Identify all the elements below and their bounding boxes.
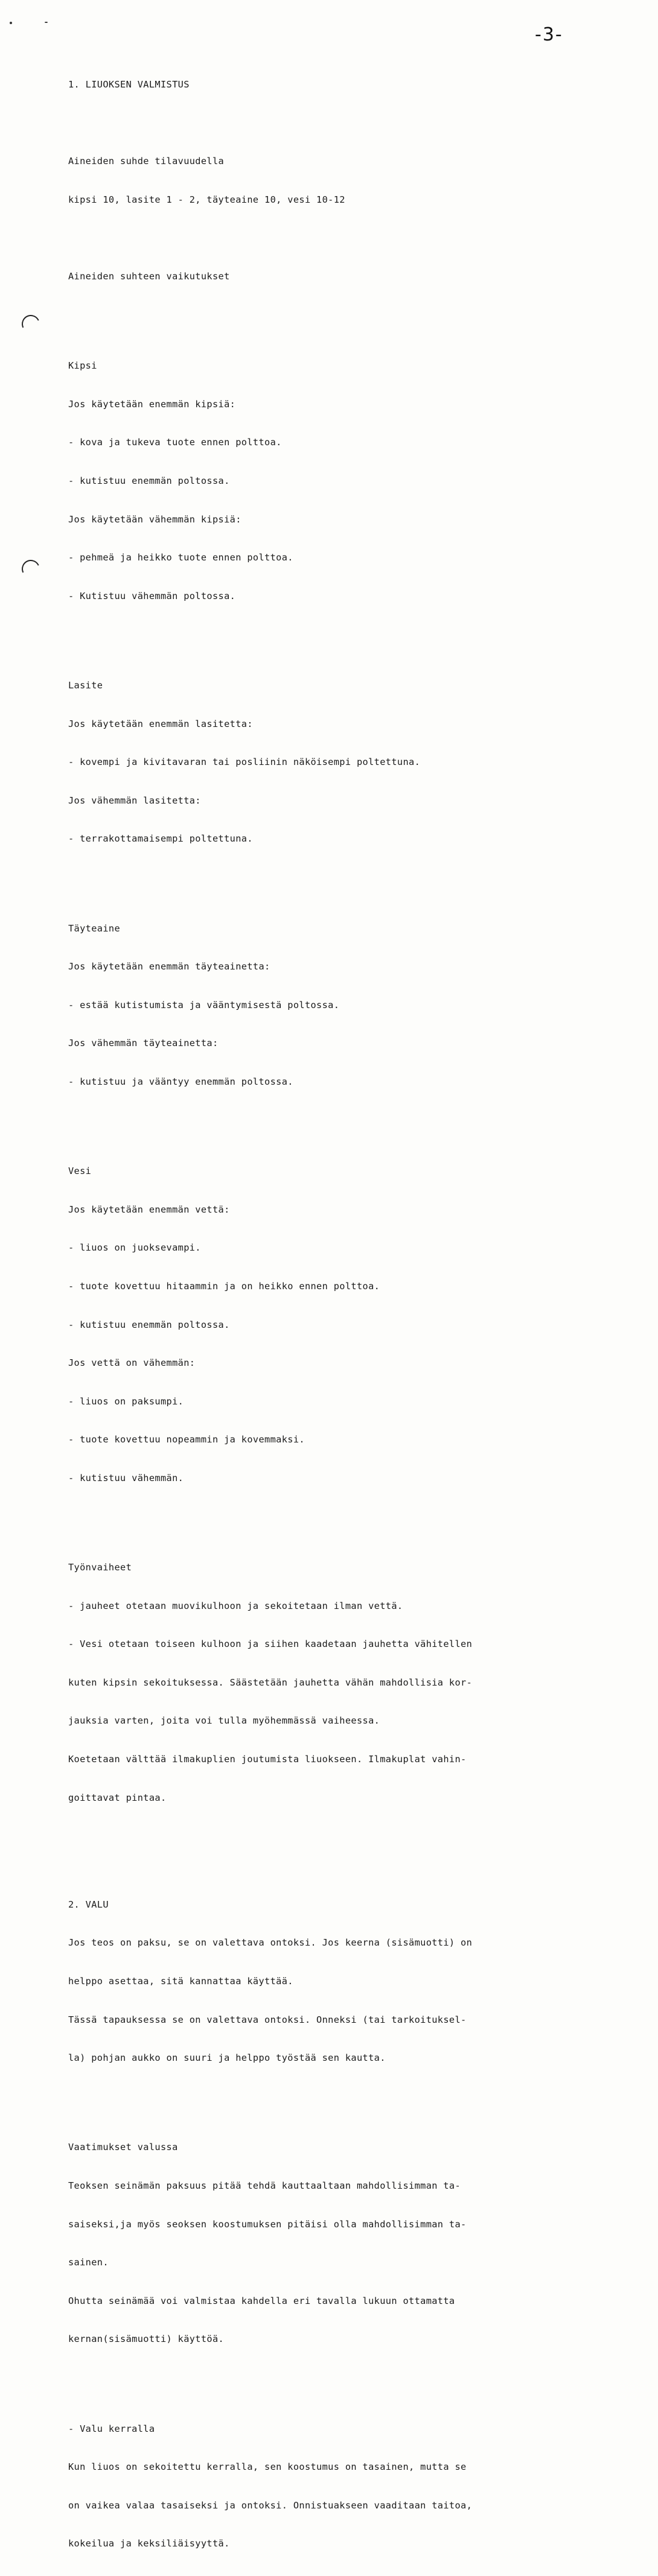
text-line: goittavat pintaa.	[68, 1792, 167, 1803]
text-line: - liuos on paksumpi.	[68, 1395, 184, 1407]
spacer	[68, 1114, 612, 1127]
text-line: - Kutistuu vähemmän poltossa.	[68, 590, 236, 601]
scan-speck	[45, 22, 48, 23]
punch-hole-mark	[19, 557, 42, 580]
document-body	[68, 53, 612, 2576]
subsection-title: - Valu kerralla	[68, 2423, 155, 2434]
text-line: Jos käytetään enemmän lasitetta:	[68, 718, 253, 729]
text-line: - kutistuu vähemmän.	[68, 1472, 184, 1483]
section-heading: 1. LIUOKSEN VALMISTUS	[68, 79, 190, 90]
subsection-title: Täyteaine	[68, 922, 121, 934]
spacer	[68, 117, 612, 130]
text-line: saiseksi,ja myös seoksen koostumuksen pitäisi olla mahdollisimman ta-	[68, 2218, 467, 2230]
page-number: -3-	[535, 24, 563, 45]
scan-speck	[10, 22, 12, 24]
text-line: Jos vähemmän täyteainetta:	[68, 1038, 219, 1049]
punch-hole-mark	[19, 312, 42, 335]
effects-title: Aineiden suhteen vaikutukset	[68, 271, 230, 282]
text-line: - kutistuu ja vääntyy enemmän poltossa.	[68, 1076, 293, 1087]
text-line: - terrakottamaisempi poltettuna.	[68, 833, 253, 845]
spacer	[68, 309, 612, 322]
text-line: Koetetaan välttää ilmakuplien joutumista liuokseen. Ilmakuplat vahin-	[68, 1754, 467, 1765]
subsection-title: Työnvaiheet	[68, 1562, 132, 1573]
text-line: - jauheet otetaan muovikulhoon ja sekoitetaan ilman vettä.	[68, 1600, 403, 1611]
text-line: - kutistuu enemmän poltossa.	[68, 475, 230, 486]
text-line: - kutistuu enemmän poltossa.	[68, 1319, 230, 1330]
spacer	[68, 628, 612, 641]
text-line: Jos vähemmän lasitetta:	[68, 795, 201, 806]
text-line: helppo asettaa, sitä kannattaa käyttää.	[68, 1976, 293, 1987]
spacer	[68, 1830, 612, 1860]
text-line: Tässä tapauksessa se on valettava ontoksi. Onneksi (tai tarkoituksel-	[68, 2014, 467, 2025]
text-line: Jos käytetään vähemmän kipsiä:	[68, 513, 241, 525]
subsection-title: Kipsi	[68, 360, 97, 372]
text-line: Kun liuos on sekoitettu kerralla, sen koostumus on tasainen, mutta se	[68, 2461, 467, 2473]
spacer	[68, 1510, 612, 1523]
text-line: - Vesi otetaan toiseen kulhoon ja siihen kaadetaan jauhetta vähitellen	[68, 1639, 473, 1650]
text-line: - estää kutistumista ja vääntymisestä poltossa.	[68, 999, 340, 1010]
text-line: - kovempi ja kivitavaran tai posliinin näköisempi poltettuna.	[68, 757, 421, 768]
ratio-values: kipsi 10, lasite 1 - 2, täyteaine 10, vesi 10-12	[68, 194, 345, 205]
spacer	[68, 232, 612, 245]
text-line: - liuos on juoksevampi.	[68, 1242, 201, 1254]
section-heading: 2. VALU	[68, 1899, 109, 1910]
text-line: on vaikea valaa tasaiseksi ja ontoksi. Onnistuakseen vaaditaan taitoa,	[68, 2499, 473, 2511]
subsection-title: Vesi	[68, 1166, 92, 1177]
text-line: Teoksen seinämän paksuus pitää tehdä kauttaaltaan mahdollisimman ta-	[68, 2180, 461, 2192]
text-line: la) pohjan aukko on suuri ja helppo työstää sen kautta.	[68, 2052, 386, 2064]
text-line: jauksia varten, joita voi tulla myöhemmässä vaiheessa.	[68, 1715, 380, 1727]
subsection-title: Lasite	[68, 679, 103, 691]
text-line: - pehmeä ja heikko tuote ennen polttoa.	[68, 552, 293, 563]
ratio-title: Aineiden suhde tilavuudella	[68, 156, 225, 167]
text-line: Jos teos on paksu, se on valettava ontoksi. Jos keerna (sisämuotti) on	[68, 1937, 473, 1949]
text-line: sainen.	[68, 2257, 109, 2268]
text-line: Jos käytetään enemmän täyteainetta:	[68, 961, 270, 972]
text-line: Ohutta seinämää voi valmistaa kahdella eri tavalla lukuun ottamatta	[68, 2295, 455, 2306]
text-line: kokeilua ja keksiliäisyyttä.	[68, 2538, 230, 2549]
text-line: Jos käytetään enemmän vettä:	[68, 1204, 230, 1215]
spacer	[68, 2371, 612, 2384]
spacer	[68, 2090, 612, 2103]
text-line: - tuote kovettuu hitaammin ja on heikko ennen polttoa.	[68, 1280, 380, 1292]
text-line: kuten kipsin sekoituksessa. Säästetään jauhetta vähän mahdollisia kor-	[68, 1677, 473, 1688]
text-line: Jos vettä on vähemmän:	[68, 1357, 196, 1369]
spacer	[68, 871, 612, 884]
text-line: - kova ja tukeva tuote ennen polttoa.	[68, 437, 282, 448]
subsection-title: Vaatimukset valussa	[68, 2142, 178, 2153]
text-line: kernan(sisämuotti) käyttöä.	[68, 2333, 225, 2345]
text-line: Jos käytetään enemmän kipsiä:	[68, 398, 236, 410]
text-line: - tuote kovettuu nopeammin ja kovemmaksi.	[68, 1434, 305, 1445]
